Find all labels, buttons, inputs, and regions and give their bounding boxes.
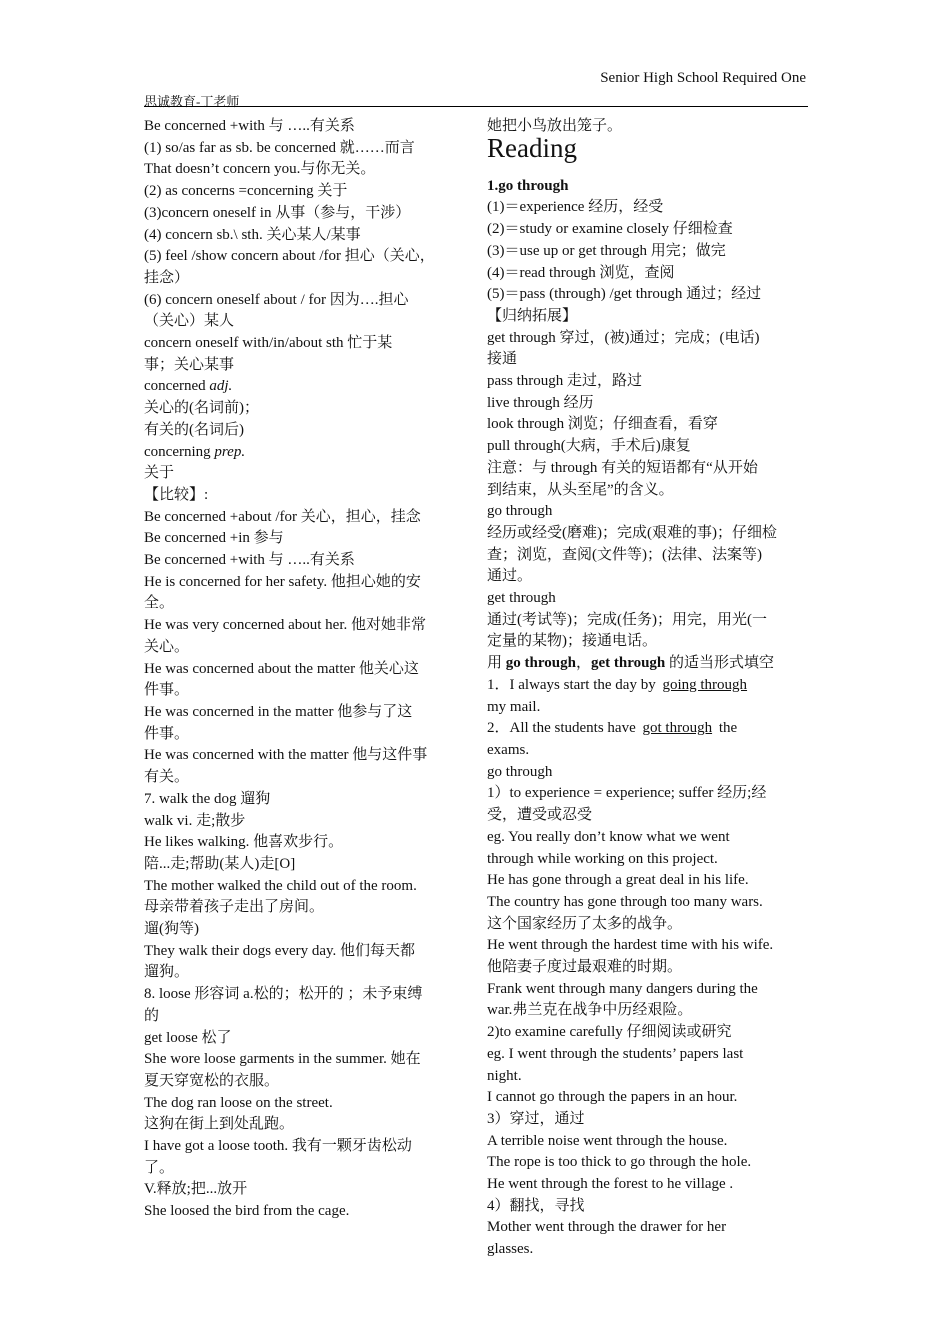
text-line: (1)＝experience 经历，经受 bbox=[487, 199, 664, 216]
text-line: pass through 走过，路过 bbox=[487, 373, 642, 390]
text-line: eg. You really don’t know what we went bbox=[487, 828, 730, 845]
question-text: 2．All the students have bbox=[487, 720, 640, 737]
question-text: 1．I always start the day by bbox=[487, 676, 660, 693]
term: concerned bbox=[144, 378, 210, 395]
text-line: He was concerned with the matter 他与这件事 bbox=[144, 747, 428, 764]
text-line: 关于 bbox=[144, 465, 175, 482]
part-of-speech: prep. bbox=[214, 443, 246, 460]
text-line: 件事。 bbox=[144, 682, 190, 699]
text-line bbox=[144, 442, 466, 464]
text-line: （关心）某人 bbox=[144, 313, 235, 330]
header-rule bbox=[144, 106, 808, 107]
text-line: get through bbox=[487, 590, 556, 607]
text-line: She wore loose garments in the summer. 她在 bbox=[144, 1051, 421, 1068]
text-line: 注意：与 through 有关的短语都有“从开始 bbox=[487, 459, 758, 476]
text-line: look through 浏览；仔细查看，看穿 bbox=[487, 416, 718, 433]
text-line: I have got a loose tooth. 我有一颗牙齿松动 bbox=[144, 1138, 412, 1155]
text-line: 到结束，从头至尾”的含义。 bbox=[487, 481, 674, 498]
phrase-go-through: go through bbox=[505, 655, 576, 672]
text-line: exams. bbox=[487, 741, 530, 758]
right-column bbox=[487, 116, 809, 1261]
text-line: He was very concerned about her. 他对她非常 bbox=[144, 617, 426, 634]
text-line: Be concerned +in 参与 bbox=[144, 530, 284, 547]
text-line: (3)＝use up or get through 用完；做完 bbox=[487, 242, 726, 259]
text-line: 挂念） bbox=[144, 269, 190, 286]
text-line: 有关。 bbox=[144, 769, 190, 786]
text-line: 3）穿过，通过 bbox=[487, 1110, 585, 1127]
text-line: 【比较】: bbox=[144, 486, 209, 503]
text-line: The country has gone through too many wars. bbox=[487, 893, 763, 910]
text-line: The dog ran loose on the street. bbox=[144, 1094, 333, 1111]
section-heading: Reading bbox=[487, 132, 577, 163]
text-line: A terrible noise went through the house. bbox=[487, 1132, 728, 1149]
text-line: 2)to examine carefully 仔细阅读或研究 bbox=[487, 1024, 732, 1041]
text-line: 全。 bbox=[144, 595, 175, 612]
text-line: 查；浏览，查阅(文件等)；(法律、法案等) bbox=[487, 546, 762, 563]
text-line: pull through(大病，手术后)康复 bbox=[487, 438, 691, 455]
text-line: He is concerned for her safety. 他担心她的安 bbox=[144, 573, 421, 590]
text-line: night. bbox=[487, 1067, 522, 1084]
text-line: He went through the hardest time with his wife. bbox=[487, 937, 774, 954]
text-line: (2) as concerns =concerning 关于 bbox=[144, 183, 348, 200]
text-line: 事；关心某事 bbox=[144, 356, 235, 373]
text-line: 定量的某物)；接通电话。 bbox=[487, 633, 657, 650]
text-line: The rope is too thick to go through the hole. bbox=[487, 1154, 752, 1171]
text-line: 通过。 bbox=[487, 568, 533, 585]
text-line: (1) so/as far as sb. be concerned 就……而言 bbox=[144, 139, 415, 156]
exercise-question-1 bbox=[487, 675, 809, 697]
text-line: (5)＝pass (through) /get through 通过；经过 bbox=[487, 286, 762, 303]
text-line: He was concerned about the matter 他关心这 bbox=[144, 660, 419, 677]
text-line: 8. loose 形容词 a.松的；松开的 ；未予束缚 bbox=[144, 986, 423, 1003]
text-line: 4）翻找，寻找 bbox=[487, 1197, 585, 1214]
text-line: They walk their dogs every day. 他们每天都 bbox=[144, 942, 416, 959]
subsection-title: 1.go through bbox=[487, 177, 569, 194]
text-line: glasses. bbox=[487, 1241, 534, 1258]
text-line: 她把小鸟放出笼子。 bbox=[487, 118, 623, 134]
part-of-speech: adj. bbox=[209, 378, 233, 395]
text-line: That doesn’t concern you.与你无关。 bbox=[144, 161, 376, 178]
phrase-get-through: get through bbox=[590, 655, 666, 672]
text-line: eg. I went through the students’ papers last bbox=[487, 1045, 744, 1062]
text-line: 有关的(名词后) bbox=[144, 421, 244, 438]
text-line: Mother went through the drawer for her bbox=[487, 1219, 727, 1236]
text-line: war.弗兰克在战争中历经艰险。 bbox=[487, 1002, 693, 1019]
text-line: go through bbox=[487, 503, 553, 520]
text-line: through while working on this project. bbox=[487, 850, 718, 867]
text-line: (4) concern sb.\ sth. 关心某人/某事 bbox=[144, 226, 361, 243]
text-line: He went through the forest to he village . bbox=[487, 1176, 734, 1193]
text-line: I cannot go through the papers in an hour. bbox=[487, 1089, 738, 1106]
exercise-question-2 bbox=[487, 718, 809, 740]
text-line: 夏天穿宽松的衣服。 bbox=[144, 1072, 280, 1089]
text-line: 遛(狗等) bbox=[144, 921, 199, 938]
text-line: He was concerned in the matter 他参与了这 bbox=[144, 703, 413, 720]
answer-blank-1: going through bbox=[662, 676, 748, 693]
separator: ， bbox=[575, 655, 591, 672]
header-author: 思诚教育-丁老师 bbox=[144, 94, 240, 109]
text-line: 陪...走;帮助(某人)走[O] bbox=[144, 855, 296, 872]
text-line: 接通 bbox=[487, 351, 518, 368]
text-line: (3)concern oneself in 从事（参与，干涉） bbox=[144, 204, 411, 221]
text-line: She loosed the bird from the cage. bbox=[144, 1203, 350, 1220]
text-line: get loose 松了 bbox=[144, 1029, 232, 1046]
text-line: 件事。 bbox=[144, 725, 190, 742]
text-line: my mail. bbox=[487, 698, 541, 715]
text-line: 母亲带着孩子走出了房间。 bbox=[144, 899, 325, 916]
text-line: get through 穿过，(被)通过；完成；(电话) bbox=[487, 329, 760, 346]
text-line: (2)＝study or examine closely 仔细检查 bbox=[487, 221, 733, 238]
text-line: Be concerned +about /for 关心，担心，挂念 bbox=[144, 508, 421, 525]
text-line bbox=[144, 376, 466, 398]
term: concerning bbox=[144, 443, 215, 460]
text-line: 1）to experience = experience; suffer 经历;经 bbox=[487, 785, 767, 802]
instruction-text: 用 bbox=[487, 655, 506, 672]
text-line: (5) feel /show concern about /for 担心（关心， bbox=[144, 248, 435, 265]
text-line: 这狗在街上到处乱跑。 bbox=[144, 1116, 295, 1133]
text-line: 通过(考试等)；完成(任务)；用完，用光(一 bbox=[487, 611, 767, 628]
text-line: 了。 bbox=[144, 1159, 175, 1176]
answer-blank-2: got through bbox=[642, 720, 713, 737]
text-line: 关心的(名词前)； bbox=[144, 400, 259, 417]
instruction-text: 的适当形式填空 bbox=[665, 655, 775, 672]
header-title: Senior High School Required One bbox=[600, 70, 806, 86]
exercise-instruction bbox=[487, 653, 809, 675]
text-line: walk vi. 走;散步 bbox=[144, 812, 246, 829]
text-line: Be concerned +with 与 …..有关系 bbox=[144, 118, 355, 134]
text-line: 7. walk the dog 遛狗 bbox=[144, 790, 271, 807]
text-line: 经历或经受(磨难)；完成(艰难的事)；仔细检 bbox=[487, 524, 777, 541]
text-line: concern oneself with/in/about sth 忙于某 bbox=[144, 335, 393, 352]
text-line: go through bbox=[487, 763, 553, 780]
text-line: He has gone through a great deal in his life. bbox=[487, 872, 749, 889]
text-line: 遛狗。 bbox=[144, 964, 190, 981]
text-line: Frank went through many dangers during the bbox=[487, 980, 758, 997]
text-line: 这个国家经历了太多的战争。 bbox=[487, 915, 683, 932]
question-text: the bbox=[715, 720, 738, 737]
text-line: live through 经历 bbox=[487, 394, 594, 411]
left-column bbox=[144, 116, 466, 1223]
text-line: V.释放;把...放开 bbox=[144, 1181, 248, 1198]
text-line: He likes walking. 他喜欢步行。 bbox=[144, 834, 344, 851]
text-line: (6) concern oneself about / for 因为….担心 bbox=[144, 291, 409, 308]
text-line: 【归纳拓展】 bbox=[487, 307, 578, 324]
text-line: 受，遭受或忍受 bbox=[487, 807, 593, 824]
text-line: Be concerned +with 与 …..有关系 bbox=[144, 552, 355, 569]
text-line: 他陪妻子度过最艰难的时期。 bbox=[487, 959, 683, 976]
text-line: 关心。 bbox=[144, 638, 190, 655]
text-line: (4)＝read through 浏览，查阅 bbox=[487, 264, 675, 281]
text-line: 的 bbox=[144, 1007, 160, 1024]
text-line: The mother walked the child out of the room. bbox=[144, 877, 417, 894]
